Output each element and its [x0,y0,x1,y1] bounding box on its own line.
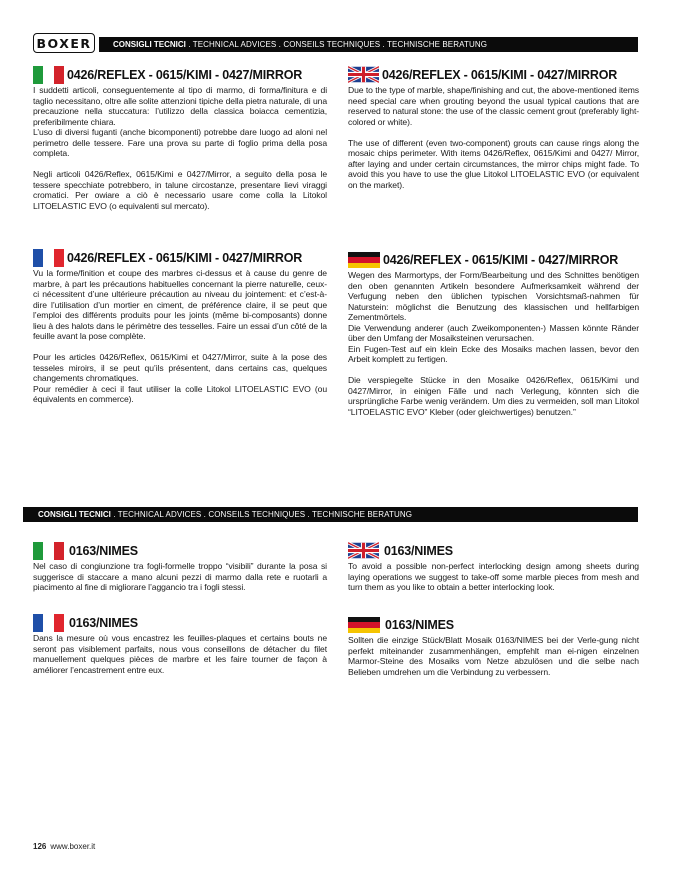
section2-en-p1: To avoid a possible non-perfect interlocking design among sheets during laying operations we suggest to take-off some marble pieces from mesh and turn them as you like to obtain a better interlocking look. [348,561,639,592]
section1-fr-p1: Vu la forme/finition et coupe des marbres ci-dessus et à cause du genre de marbre, à part les précautions habituelles concernant la pierre naturelle, ceux-ci nécessitent d’une ultérieure précaution au niveau du jointement: et c’est-à-dire l’utilisation d’un mortier en ciment, de préférence claire, il se peut que l’emploi des différents produits pour les joints (même bi-composants) donne lieu à des halots dans le périmètre des tesselles. Faire un essai d’un côté de la feuille avant la pose complète. [33,268,327,341]
section1-fr-title: 0426/REFLEX - 0615/KIMI - 0427/MIRROR [67,251,303,265]
france-flag-icon [33,249,64,267]
germany-flag-icon [348,252,380,268]
header-bar-lead: CONSIGLI TECNICI [113,40,186,49]
section2-it-title: 0163/NIMES [69,544,138,558]
section2-bar-lead: CONSIGLI TECNICI [38,510,111,519]
section1-de-p2: Die Verwendung anderer (auch Zweikomponenten-) Massen könnte Ränder über den Umfang der Mosaiksteinen verursachen. [348,322,639,343]
section2-fr-title: 0163/NIMES [69,616,138,630]
section2-it-p1: Nel caso di congiunzione tra fogli-formelle troppo “visibili” durante la posa si suggerisce di staccare a mano alcuni pezzi di marmo dalla rete e ruotarli a piacimento al fine di migliorare l’aggancio tra i fogli stessi. [33,561,327,592]
page-footer [33,842,95,851]
section1-fr-p3: Pour remédier à ceci il faut utiliser la colle Litokol LITOELASTIC EVO (ou équivalents en commerce). [33,383,327,404]
section1-de-title: 0426/REFLEX - 0615/KIMI - 0427/MIRROR [383,253,619,267]
france-flag-icon [33,614,64,632]
section1-de-p3: Ein Fugen-Test auf ein klein Ecke des Mosaiks machen lassen, bevor den Arbeit komplett zu fertigen. [348,343,639,364]
section2-fr-p1: Dans la mesure où vous encastrez les feuilles-plaques et certains bouts ne seront pas visiblement parfaits, nous vous conseillons de détacher du filet manuellement quelques pièces de marbre et les faire tourner de façon à améliorer l’encastrement entre eux. [33,633,327,675]
section2-de-title: 0163/NIMES [385,618,454,632]
section1-fr-block [33,249,327,405]
brand-logo: BOXER [33,33,95,53]
website-link[interactable]: www.boxer.it [50,842,96,851]
italy-flag-icon [33,66,64,84]
header-bar-rest: . TECHNICAL ADVICES . CONSEILS TECHNIQUES . TECHNISCHE BERATUNG [185,40,488,49]
section1-de-p1: Wegen des Marmortyps, der Form/Bearbeitung und des Schnittes benötigen den oben genannten Artikeln besondere Aufmerksamkeit während der Verfugung neben den üblichen typischen Vorsichtsmaß-nahmen für Naturstein: möglichst die Benutzung des klassischen und hellfarbigen Zementmörtels. [348,270,639,322]
uk-flag-icon [348,542,379,560]
section2-en-title: 0163/NIMES [384,544,453,558]
section2-en-block [348,542,639,593]
section1-de-block [348,251,639,417]
section1-en-title: 0426/REFLEX - 0615/KIMI - 0427/MIRROR [382,68,618,82]
section1-it-p3: Negli articoli 0426/Reflex, 0615/Kimi e 0427/Mirror, a seguito della posa le tessere specchiate potrebbero, in talune circostanze, presentare lievi viraggi cromatici. Per owiare a ciò è necessario usare come colla la Litokol LITOELASTIC EVO (o equivalenti sul mercato). [33,169,327,211]
section2-bar-rest: . TECHNICAL ADVICES . CONSEILS TECHNIQUES . TECHNISCHE BERATUNG [110,510,413,519]
italy-flag-icon [33,542,64,560]
section1-en-p2: The use of different (even two-component) grouts can cause rings along the mosaic chips perimeter. With items 0426/Reflex, 0615/Kimi and 0427/ Mirror, after laying and under certain circumstances, the mirror chips might fade. To avoid this you have to use the glue Litokol LITOELASTIC EVO (or equivalent on the market). [348,137,639,190]
germany-flag-icon [348,617,380,633]
section1-fr-p2: Pour les articles 0426/Reflex, 0615/Kimi et 0427/Mirror, suite à la pose des tesseles miroirs, il se peut qu’ils présentent, dans certains cas, quelques changements chromatiques. [33,352,327,383]
section2-it-block [33,542,327,593]
section1-it-title: 0426/REFLEX - 0615/KIMI - 0427/MIRROR [67,68,303,82]
section1-en-block [348,66,639,190]
page-number: 126 [33,842,47,851]
section2-de-p1: Sollten die einzige Stück/Blatt Mosaik 0163/NIMES bei der Verle-gung nicht perfekt miteinander zusammenhängen, empfehlt man ei-nigen einzelnen Marmor-Steine des Mosaiks vom Netze abzulösen und die selbe nach Belieben umdrehen um die Verbindung zu verbessern. [348,635,639,677]
section1-de-p4: Die verspiegelte Stücke in den Mosaike 0426/Reflex, 0615/Kimi und 0427/Mirror, in einigen Fälle und nach Verlegung, könnten sich die ursprüngliche Farbe wenig verändern. Um dies zu vermeiden, soll man Litokol “LITOELASTIC EVO” Kleber (oder gleichwertiges) benutzen.” [348,375,639,417]
section2-fr-block [33,614,327,675]
section1-it-block [33,66,327,211]
uk-flag-icon [348,66,379,84]
section1-it-p2: L’uso di diversi fuganti (anche bicomponenti) potrebbe dare luogo ad aloni nel perimetro delle tessere. Fare una prova su parte di foglio prima della posa completa. [33,127,327,158]
section2-bar [23,507,638,522]
header-bar [99,37,638,52]
section1-it-p1: I suddetti articoli, conseguentemente al tipo di marmo, di forma/finitura e di taglio necessitano, oltre alle solite attenzioni tipiche della pietra naturale, di una precauzione nella stuccatura: l’utilizzo della classica boiacca cementizia, preferibilmente chiara. [33,85,327,127]
section1-en-p1: Due to the type of marble, shape/finishing and cut, the above-mentioned items need special care when grouting beyond the usual typical cautions that are reserved to natural stone: the use of the classic cement grout (preferably light-colored or white). [348,85,639,127]
section2-de-block [348,616,639,677]
